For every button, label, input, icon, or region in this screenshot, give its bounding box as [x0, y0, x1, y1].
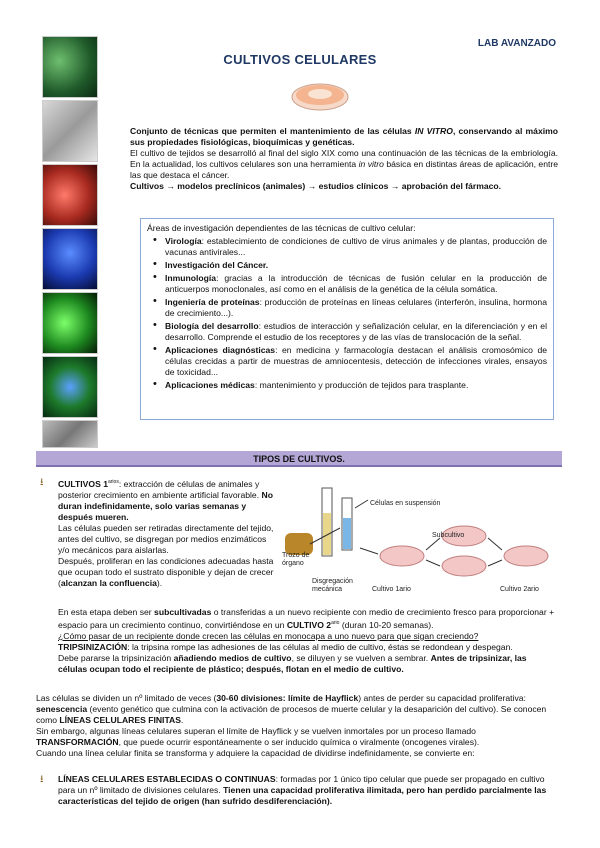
area-item — [147, 260, 547, 271]
dish-secondary — [504, 546, 548, 566]
arrow-bullet-icon-2: ⭳ — [40, 774, 44, 785]
micrograph-6 — [42, 356, 98, 418]
petri-dish-icon — [290, 78, 350, 112]
label-primary-culture: Cultivo 1ario — [372, 586, 411, 593]
label-organ: Trozo de órgano — [282, 552, 310, 567]
micrograph-5 — [42, 292, 98, 354]
areas-list — [147, 236, 547, 391]
area-item — [147, 345, 547, 378]
subculture-text: En esta etapa deben ser subcultivadas o transferidas a un nuevo recipiente con medio de crecimiento fresco para proporcionar + espacio para un crecimiento continuo, convirtiéndose en un CULTIVO $2^{ario}$ (duran 10-20 semanas). ¿Cómo pasar de un recipiente donde crecen las células en monocapa a uno nuevo para que sigan creciendo? TRIPSINIZACIÓN: la tripsina rompe las adhesiones de las células al medio de cultivo, éstas se redondean y despegan. Debe pararse la tripsinización añadiendo medios de cultivo, se diluyen y se vuelven a sembrar. Antes de tripsinizar, las células ocupan todo el recipiente de plástico; después, flotan en el medio de cultivo. — [58, 607, 555, 674]
area-term: Aplicaciones diagnósticas — [165, 345, 276, 355]
area-item — [147, 321, 547, 343]
arrow-bullet-icon: ⭳ — [40, 477, 44, 488]
continuous-lines-text: LÍNEAS CELULARES ESTABLECIDAS O CONTINUAS: formadas por 1 único tipo celular que puede ser propagado en cultivo para un nº limitado de divisiones celulares. Tienen una capacidad proliferativa ilimitada, pero han perdido parcialmente las características del tejido de origen (han sufrido desdiferenciación). — [58, 774, 547, 806]
area-desc: : producción de proteínas en líneas celulares (interferón, insulina, hormona de crecimiento...). — [165, 297, 547, 318]
section-header: TIPOS DE CULTIVOS. — [36, 451, 562, 467]
area-desc: : en medicina y farmacología destacan el análisis cromosómico de células crecidas a partir de muestras de amniocentesis, detección de infecciones virales, ensayos de toxicidad... — [165, 345, 548, 377]
label-cells-suspension: Células en suspensión — [370, 500, 441, 507]
dish-sub-2 — [442, 556, 486, 576]
areas-box — [140, 218, 554, 420]
area-term: Investigación del Cáncer. — [165, 260, 269, 270]
areas-heading: Áreas de investigación dependientes de las técnicas de cultivo celular: — [147, 223, 416, 233]
page-title: CULTIVOS CELULARES — [223, 52, 377, 67]
area-term: Biología del desarrollo — [165, 321, 259, 331]
area-term: Ingeniería de proteínas — [165, 297, 260, 307]
area-term: Virología — [165, 236, 202, 246]
question-link: ¿Cómo pasar de un recipiente donde crecen las células en monocapa a uno nuevo para que sigan creciendo? — [58, 630, 479, 641]
area-item — [147, 380, 547, 391]
area-term: Inmunología — [165, 273, 217, 283]
hayflick-text: Las células se dividen un nº limitado de veces (30-60 divisiones: límite de Hayflick) antes de perder su capacidad proliferativa: senescencia (evento genético que culmina con la activación de procesos de muerte celular y la desaparición del cultivo). Se conocen como LÍNEAS CELULARES FINITAS. Sin embargo, algunas líneas celulares superan el límite de Hayflick y se vuelven inmortales por un proceso llamado TRANSFORMACIÓN, que puede ocurrir espontáneamente o ser inducido química o viralmente (oncogenes virales). Cuando una línea celular finita se transforma y adquiere la capacidad de dividirse indefinidamente, se convierte en: — [36, 693, 547, 758]
intro-text: Conjunto de técnicas que permiten el mantenimiento de las células IN VITRO, conservando al máximo sus propiedades fisiológicas, bioquímicas y genéticas. El cultivo de tejidos se desarrolló al final del siglo XIX como una continuación de las técnicas de la embriología. En la actualidad, los cultivos celulares son una herramienta in vitro básica en distintas áreas de aplicación, entre las que destaca el cáncer. Cultivos → modelos preclínicos (animales) → estudios clínicos → aprobación del fármaco. — [130, 126, 559, 191]
label-secondary-culture: Cultivo 2ario — [500, 586, 539, 593]
area-term: Aplicaciones médicas — [165, 380, 255, 390]
lab-label: LAB AVANZADO — [477, 38, 556, 49]
micrograph-2 — [42, 100, 98, 162]
dish-primary — [380, 546, 424, 566]
area-desc: : mantenimiento y producción de tejidos para trasplante. — [254, 380, 469, 390]
micrograph-3 — [42, 164, 98, 226]
area-desc: : gracias a la introducción de técnicas de fusión celular en la producción de anticuerpos monoclonales, así como en el análisis de la genética de la célula somática. — [165, 273, 547, 294]
primary-culture-text: CULTIVOS $1^{arios}$: extracción de células de animales y posterior crecimiento en ambiente artificial favorable. No duran indefinidamente, solo varias semanas y después mueren. Las células pueden ser retiradas directamente del tejido, antes del cultivo, se disgregan por medios enzimáticos y/o mecánicos para aislarlas. Después, proliferan en las condiciones adecuadas hasta que ocupan todo el sustrato disponible y dejan de crecer (alcanzan la confluencia). — [58, 478, 274, 588]
label-subculture: Subcultivo — [432, 532, 465, 539]
micrograph-4 — [42, 228, 98, 290]
area-item — [147, 273, 547, 295]
area-desc: : estudios de interacción y señalización celular, en la diferenciación y en el desarrollo. Comprende el estudio de los receptores y de las vías de translocación de la señal. — [165, 321, 547, 342]
micrograph-1 — [42, 36, 98, 98]
area-desc: : establecimiento de condiciones de cultivo de virus animales y de plantas, producción de vacunas antivirales... — [165, 236, 547, 257]
label-disaggregation: Disgregación mecánica — [312, 578, 353, 593]
area-item — [147, 236, 547, 258]
area-item — [147, 297, 547, 319]
micrograph-7 — [42, 420, 98, 448]
